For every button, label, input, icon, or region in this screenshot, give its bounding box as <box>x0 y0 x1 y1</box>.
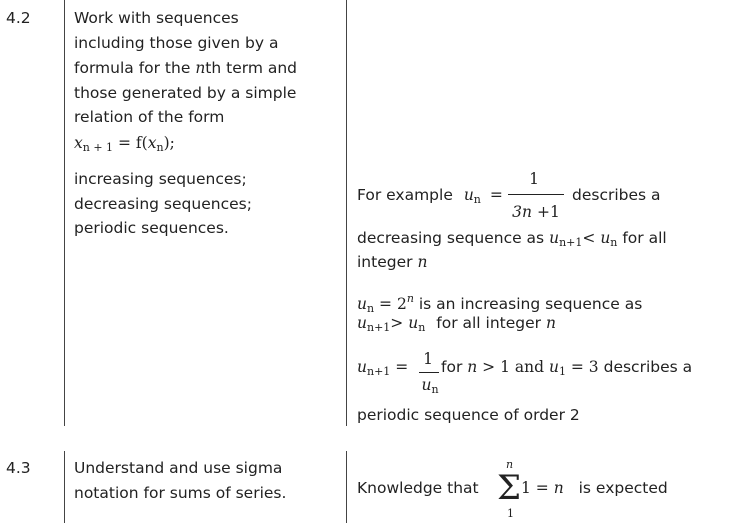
example-3-rhs: for n > 1 and $u_1 = 3$ describes a <box>441 358 693 378</box>
sigma-prefix: Knowledge that <box>357 479 479 497</box>
example-2-line1: $u_n = 2^n$ is an increasing sequence as <box>357 292 643 315</box>
section-number: 4.3 <box>6 459 31 477</box>
example-1-prefix: For example $u_n$ = <box>357 186 503 206</box>
example-1-line3: integer n <box>357 253 428 271</box>
list-item: increasing sequences; <box>74 170 247 188</box>
example-1-line2: decreasing sequence as $u_{n+1}< u_n$ for all <box>357 229 667 249</box>
section-4-2-left-rule <box>64 0 65 426</box>
example-3-fraction-bar <box>419 372 439 373</box>
sigma-symbol: Σ <box>497 468 522 508</box>
section-number: 4.2 <box>6 9 31 27</box>
example-1-denominator: 3n +1 <box>512 203 560 221</box>
sigma-expression: 1 = n is expected <box>521 479 668 497</box>
list-item: decreasing sequences; <box>74 195 252 213</box>
example-3-numerator: 1 <box>423 350 433 368</box>
section-4-3-left-rule <box>64 451 65 523</box>
section-4-2-right-rule <box>346 0 347 426</box>
recurrence-formula: $x_{n + 1} = f(x_n)$; <box>74 134 175 154</box>
example-1-suffix: describes a <box>572 186 661 204</box>
example-1-fraction-bar <box>508 194 564 195</box>
example-3-lhs: $u_{n+1}$ = <box>357 358 409 378</box>
example-3-line2: periodic sequence of order 2 <box>357 406 580 424</box>
example-1-numerator: 1 <box>529 170 539 188</box>
section-4-3-right-rule <box>346 451 347 523</box>
list-item: periodic sequences. <box>74 219 229 237</box>
example-3-denominator: $u_n$ <box>421 376 439 396</box>
sigma-upper-limit: n <box>506 458 514 471</box>
sigma-lower-limit: 1 <box>507 507 514 520</box>
example-2-line2: $u_{n+1}> u_n$ for all integer n <box>357 314 556 334</box>
